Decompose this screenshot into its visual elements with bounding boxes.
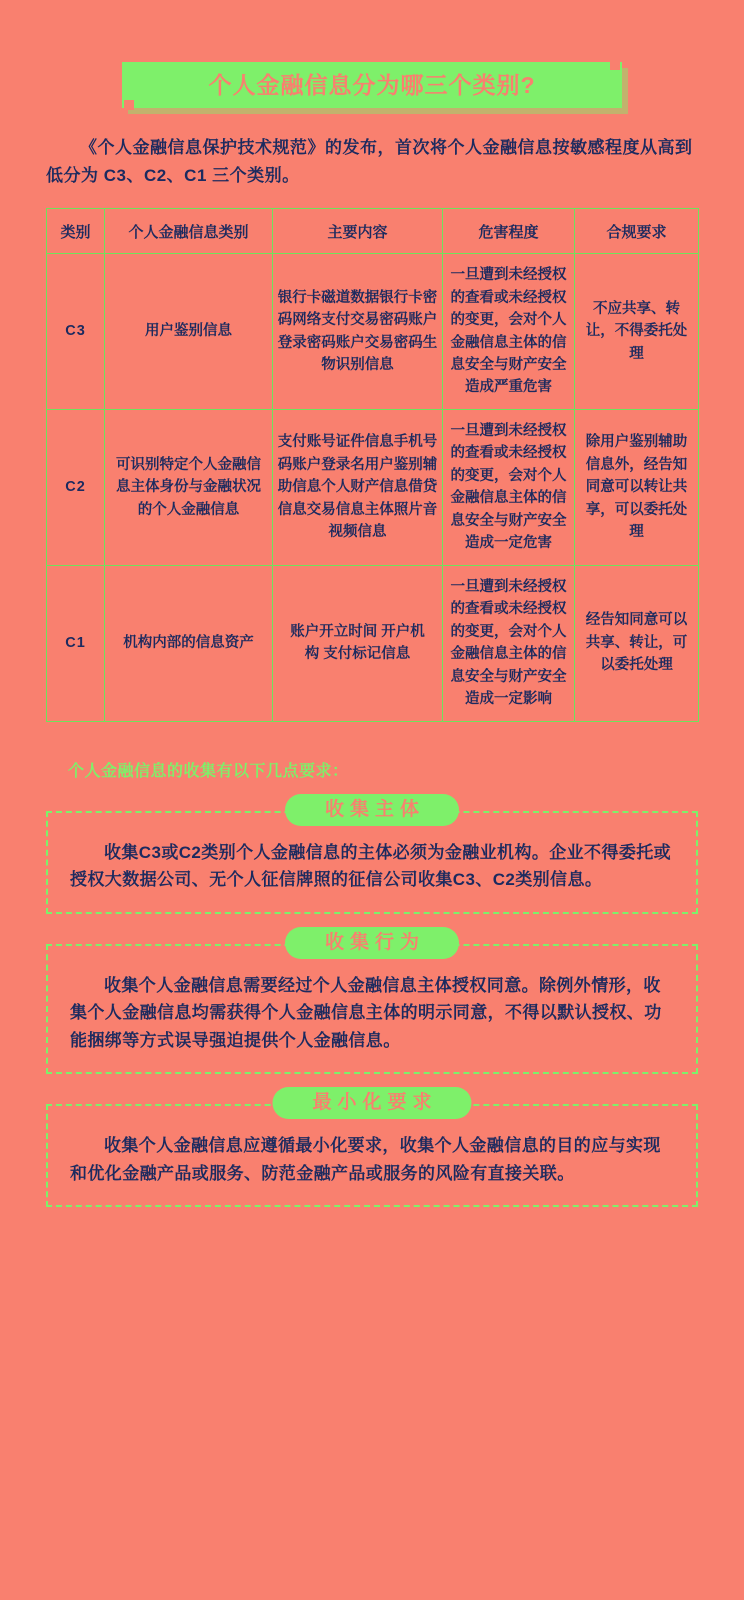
collection-requirements-heading: 个人金融信息的收集有以下几点要求： <box>68 762 349 780</box>
table-row <box>47 409 699 565</box>
table-row <box>47 254 699 410</box>
table-row <box>47 565 699 721</box>
page-title: 个人金融信息分为哪三个类别? <box>208 71 536 98</box>
requirement-section-minimization <box>46 1092 698 1207</box>
requirement-badge: 收集主体 <box>285 794 459 826</box>
table-header-cell: 个人金融信息类别 <box>105 209 273 254</box>
row-harm: 一旦遭到未经授权的查看或未经授权的变更，会对个人金融信息主体的信息安全与财产安全造成一定危害 <box>443 409 575 565</box>
row-content: 银行卡磁道数据银行卡密码网络支付交易密码账户登录密码账户交易密码生物识别信息 <box>273 254 443 410</box>
classification-table <box>46 208 699 721</box>
requirement-body: 收集C3或C2类别个人金融信息的主体必须为金融业机构。企业不得委托或授权大数据公司、无个人征信牌照的征信公司收集C3、C2类别信息。 <box>70 842 672 890</box>
row-harm: 一旦遭到未经授权的查看或未经授权的变更，会对个人金融信息主体的信息安全与财产安全造成严重危害 <box>443 254 575 410</box>
requirement-section-subject <box>46 798 698 914</box>
row-compliance: 除用户鉴别辅助信息外，经告知同意可以转让共享，可以委托处理 <box>575 409 699 565</box>
row-compliance: 经告知同意可以共享、转让，可以委托处理 <box>575 565 699 721</box>
bottom-spacer <box>0 1207 744 1277</box>
intro-paragraph: 《个人金融信息保护技术规范》的发布，首次将个人金融信息按敏感程度从高到低分为 C3、C2、C1 三个类别。 <box>46 138 693 186</box>
title-banner-wrap <box>0 0 744 108</box>
row-content: 账户开立时间 开户机构 支付标记信息 <box>273 565 443 721</box>
requirement-body: 收集个人金融信息需要经过个人金融信息主体授权同意。除例外情形，收集个人金融信息均需获得个人金融信息主体的明示同意，不得以默认授权、功能捆绑等方式误导强迫提供个人金融信息。 <box>70 975 662 1050</box>
requirement-section-behavior <box>46 931 698 1075</box>
row-category: 可识别特定个人金融信息主体身份与金融状况的个人金融信息 <box>105 409 273 565</box>
row-code: C1 <box>47 565 105 721</box>
table-header-cell: 类别 <box>47 209 105 254</box>
row-code: C2 <box>47 409 105 565</box>
title-banner <box>122 62 622 108</box>
row-category: 用户鉴别信息 <box>105 254 273 410</box>
row-harm: 一旦遭到未经授权的查看或未经授权的变更，会对个人金融信息主体的信息安全与财产安全造成一定影响 <box>443 565 575 721</box>
table-header-cell: 危害程度 <box>443 209 575 254</box>
requirement-badge: 最小化要求 <box>272 1087 471 1119</box>
row-code: C3 <box>47 254 105 410</box>
row-content: 支付账号证件信息手机号码账户登录名用户鉴别辅助信息个人财产信息借贷信息交易信息主体照片音视频信息 <box>273 409 443 565</box>
table-header-row <box>47 209 699 254</box>
requirement-body: 收集个人金融信息应遵循最小化要求，收集个人金融信息的目的应与实现和优化金融产品或服务、防范金融产品或服务的风险有直接关联。 <box>70 1136 661 1183</box>
classification-table-wrap <box>46 208 698 721</box>
table-header-cell: 合规要求 <box>575 209 699 254</box>
table-header-cell: 主要内容 <box>273 209 443 254</box>
row-compliance: 不应共享、转让，不得委托处理 <box>575 254 699 410</box>
requirement-badge: 收集行为 <box>285 927 459 959</box>
row-category: 机构内部的信息资产 <box>105 565 273 721</box>
